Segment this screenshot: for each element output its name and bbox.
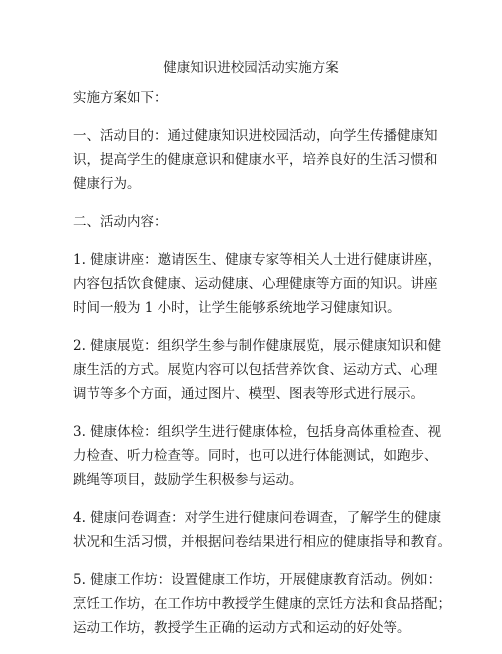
paragraph-line: 识，提高学生的健康意识和健康水平，培养良好的生活习惯和 [73,152,438,168]
paragraph-line: 5. 健康工作坊：设置健康工作坊，开展健康教育活动。例如： [73,572,442,588]
paragraph-item-2 [73,334,442,406]
paragraph-line: 时间一般为 1 小时，让学生能够系统地学习健康知识。 [73,300,401,316]
paragraph-intro [73,86,433,110]
paragraph-line: 力检查、听力检查等。同时，也可以进行体能测试，如跑步、 [73,448,438,464]
paragraph-content-heading [73,210,433,234]
paragraph-item-1 [73,248,442,320]
paragraph-line: 1. 健康讲座：邀请医生、健康专家等相关人士进行健康讲座， [73,252,442,268]
paragraph-line: 调节等多个方面，通过图片、模型、图表等形式进行展示。 [73,386,424,402]
paragraph-item-3 [73,420,442,492]
paragraph-item-5 [73,568,451,640]
paragraph-line: 康生活的方式。展览内容可以包括营养饮食、运动方式、心理 [73,362,438,378]
paragraph-line: 二、活动内容： [73,214,168,230]
paragraph-line: 健康行为。 [73,176,141,192]
paragraph-line: 烹饪工作坊，在工作坊中教授学生健康的烹饪方法和食品搭配； [73,596,451,612]
paragraph-line: 状况和生活习惯，并根据问卷结果进行相应的健康指导和教育。 [73,534,451,550]
paragraph-line: 一、活动目的：通过健康知识进校园活动，向学生传播健康知 [73,128,438,144]
paragraph-line: 4. 健康问卷调查：对学生进行健康问卷调查，了解学生的健康 [73,510,442,526]
document-title: 健康知识进校园活动实施方案 [163,60,339,76]
paragraph-purpose [73,124,438,196]
document-body [73,86,451,654]
paragraph-line: 2. 健康展览：组织学生参与制作健康展览，展示健康知识和健 [73,338,442,354]
paragraph-line: 跳绳等项目，鼓励学生积极参与运动。 [73,472,303,488]
paragraph-line: 内容包括饮食健康、运动健康、心理健康等方面的知识。讲座 [73,276,438,292]
paragraph-line: 运动工作坊，教授学生正确的运动方式和运动的好处等。 [73,620,411,636]
paragraph-line: 3. 健康体检：组织学生进行健康体检，包括身高体重检查、视 [73,424,442,440]
paragraph-item-4 [73,506,451,554]
paragraph-line: 实施方案如下： [73,90,168,106]
